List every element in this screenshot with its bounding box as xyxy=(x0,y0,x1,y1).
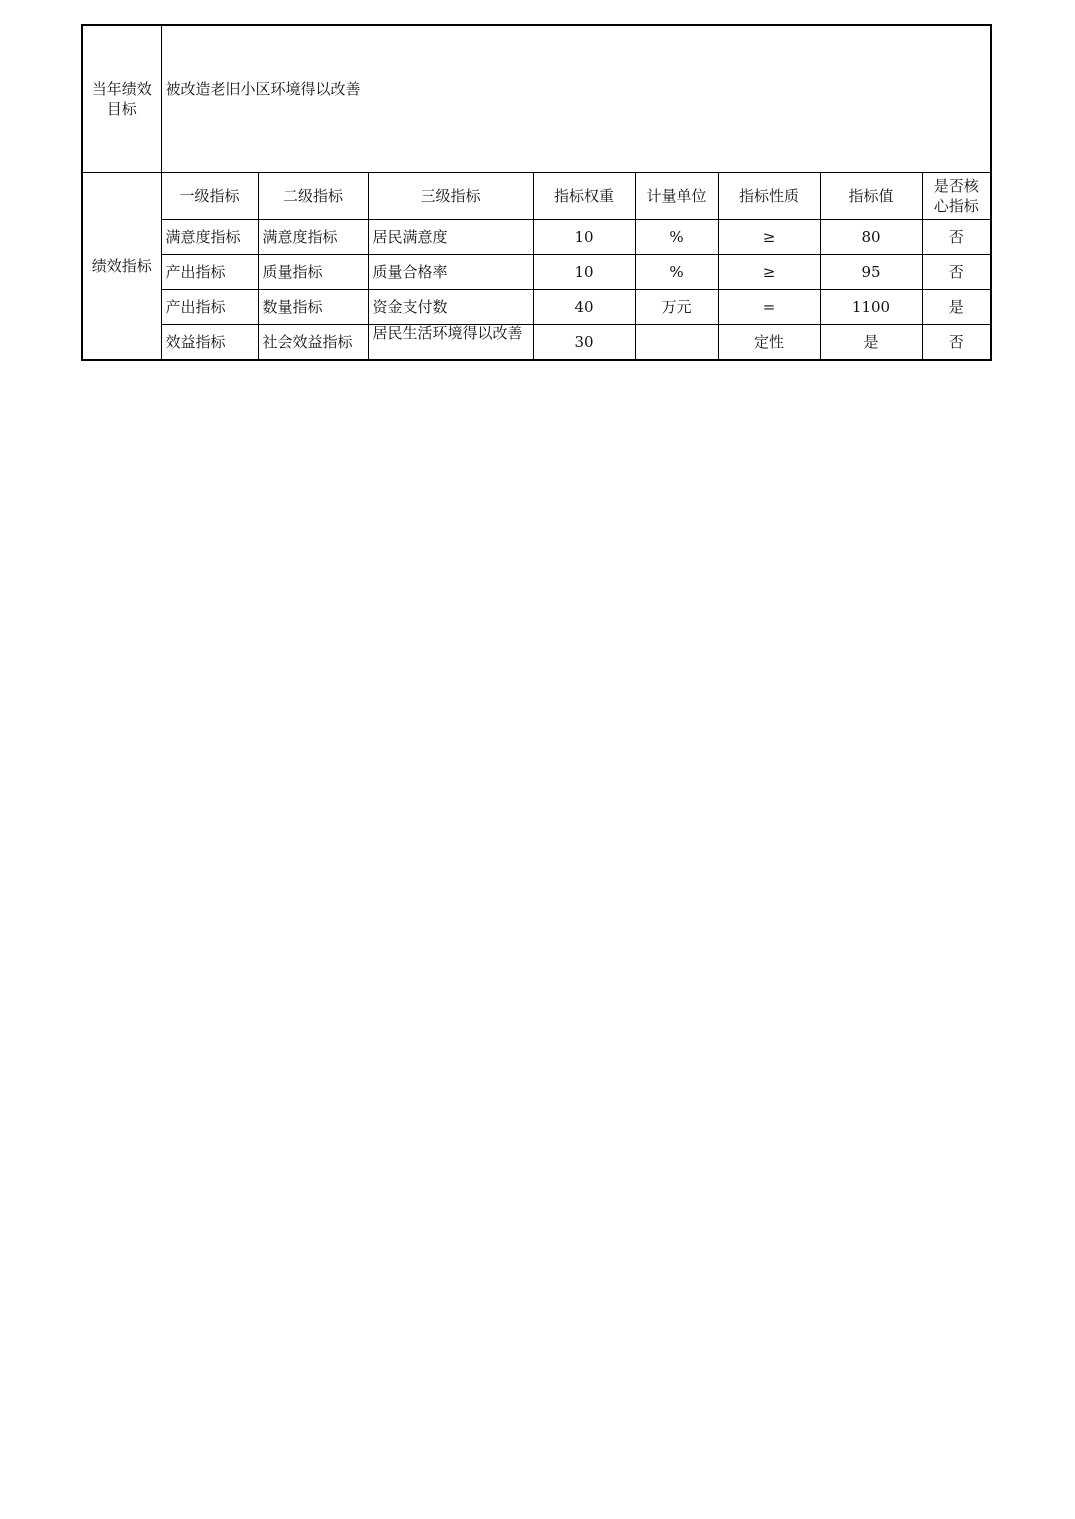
nature-cell: 定性 xyxy=(718,325,820,361)
header-cell: 三级指标 xyxy=(368,173,533,220)
level3-cell: 资金支付数 xyxy=(368,290,533,325)
nature-cell: ≥ xyxy=(718,220,820,255)
header-cell: 二级指标 xyxy=(258,173,368,220)
level1-cell: 效益指标 xyxy=(161,325,258,361)
header-row xyxy=(82,173,991,220)
table-row xyxy=(82,325,991,361)
weight-cell: 40 xyxy=(533,290,635,325)
goal-row xyxy=(82,25,991,173)
header-cell: 指标值 xyxy=(820,173,922,220)
weight-cell: 10 xyxy=(533,220,635,255)
unit-cell: % xyxy=(635,220,718,255)
value-cell: 1100 xyxy=(820,290,922,325)
value-cell: 80 xyxy=(820,220,922,255)
goal-text: 被改造老旧小区环境得以改善 xyxy=(165,80,361,98)
header-cell: 指标权重 xyxy=(533,173,635,220)
header-cell: 是否核心指标 xyxy=(922,173,991,220)
weight-cell: 30 xyxy=(533,325,635,361)
header-cell: 指标性质 xyxy=(718,173,820,220)
level1-cell: 产出指标 xyxy=(161,255,258,290)
core-cell: 否 xyxy=(922,255,991,290)
level3-cell: 居民满意度 xyxy=(368,220,533,255)
value-cell: 是 xyxy=(820,325,922,361)
core-cell: 是 xyxy=(922,290,991,325)
performance-table xyxy=(81,24,992,361)
level2-cell: 数量指标 xyxy=(258,290,368,325)
unit-cell: 万元 xyxy=(635,290,718,325)
table-row xyxy=(82,290,991,325)
goal-cell xyxy=(161,25,991,173)
weight-cell: 10 xyxy=(533,255,635,290)
goal-label: 当年绩效目标 xyxy=(82,25,161,173)
level2-cell: 满意度指标 xyxy=(258,220,368,255)
core-cell: 否 xyxy=(922,325,991,361)
core-cell: 否 xyxy=(922,220,991,255)
table-row xyxy=(82,255,991,290)
level2-cell: 质量指标 xyxy=(258,255,368,290)
unit-cell: % xyxy=(635,255,718,290)
header-cell: 一级指标 xyxy=(161,173,258,220)
level2-cell: 社会效益指标 xyxy=(258,325,368,361)
nature-cell: ≥ xyxy=(718,255,820,290)
unit-cell xyxy=(635,325,718,361)
indicators-label: 绩效指标 xyxy=(82,173,161,361)
value-cell: 95 xyxy=(820,255,922,290)
level3-cell xyxy=(368,325,533,361)
level3-cell: 质量合格率 xyxy=(368,255,533,290)
table-row xyxy=(82,220,991,255)
level3-text: 居民生活环境得以改善 xyxy=(372,325,523,342)
level1-cell: 满意度指标 xyxy=(161,220,258,255)
nature-cell: = xyxy=(718,290,820,325)
level1-cell: 产出指标 xyxy=(161,290,258,325)
header-cell: 计量单位 xyxy=(635,173,718,220)
